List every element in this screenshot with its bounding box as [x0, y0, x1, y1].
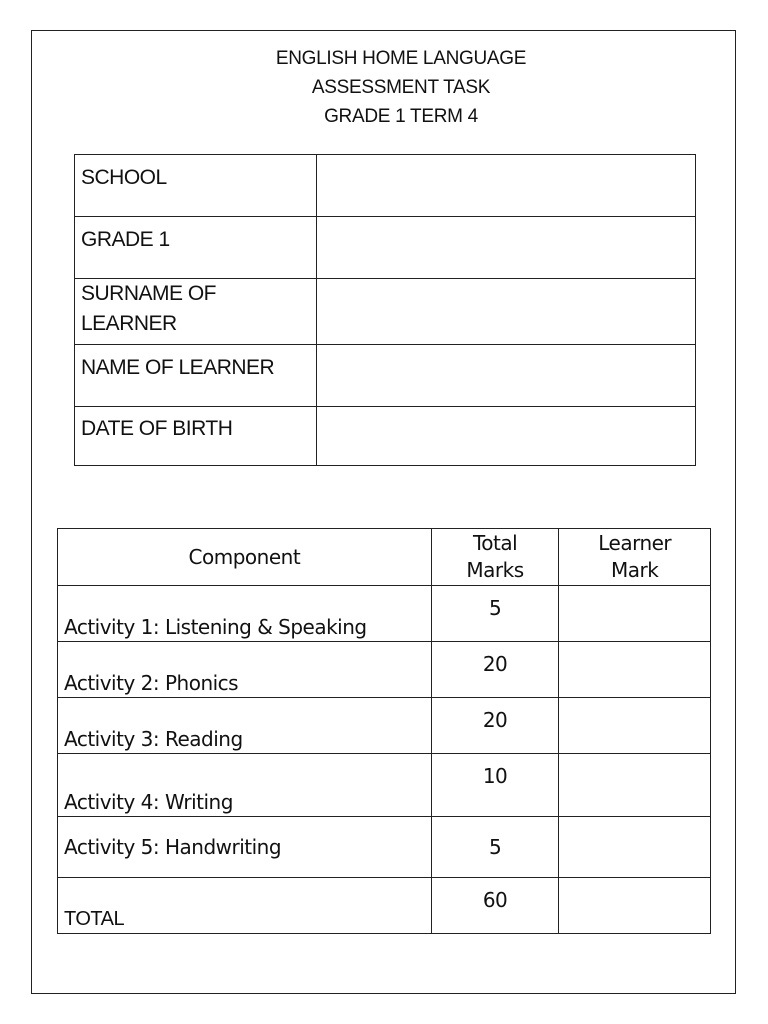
header-grade-term: GRADE 1 TERM 4 — [324, 106, 478, 127]
learner-mark-field[interactable] — [559, 754, 711, 817]
header-learner-line2: Mark — [611, 558, 659, 582]
info-label-school: SCHOOL — [75, 155, 317, 217]
table-row — [58, 698, 711, 754]
total-row — [58, 878, 711, 934]
info-row-school — [75, 155, 696, 217]
table-row — [58, 642, 711, 698]
learner-info-table — [74, 154, 696, 466]
total-label: TOTAL — [58, 878, 432, 934]
info-field-school[interactable] — [316, 155, 695, 217]
table-row — [58, 754, 711, 817]
info-label-surname-line1: SURNAME OF — [81, 282, 217, 305]
info-label-surname — [75, 279, 317, 345]
info-field-grade[interactable] — [316, 217, 695, 279]
header-total-marks — [431, 529, 559, 586]
marks-table — [57, 528, 711, 934]
learner-mark-field[interactable] — [559, 817, 711, 878]
learner-mark-field[interactable] — [559, 586, 711, 642]
info-row-grade — [75, 217, 696, 279]
header-total-line1: Total — [472, 531, 518, 555]
total-marks-value: 20 — [431, 642, 559, 698]
learner-mark-field[interactable] — [559, 642, 711, 698]
marks-header-row — [58, 529, 711, 586]
info-label-surname-line2: LEARNER — [81, 312, 177, 335]
total-marks-value: 5 — [431, 586, 559, 642]
total-marks-value: 20 — [431, 698, 559, 754]
info-label-dob: DATE OF BIRTH — [75, 407, 317, 466]
header-component: Component — [58, 529, 432, 586]
header-learner-line1: Learner — [598, 531, 672, 555]
info-row-surname — [75, 279, 696, 345]
total-marks-sum: 60 — [431, 878, 559, 934]
info-field-dob[interactable] — [316, 407, 695, 466]
document-header — [0, 44, 768, 131]
component-label: Activity 4: Writing — [58, 754, 432, 817]
total-marks-value: 5 — [431, 817, 559, 878]
header-learner-mark — [559, 529, 711, 586]
component-label: Activity 5: Handwriting — [58, 817, 432, 878]
header-subtitle: ASSESSMENT TASK — [311, 77, 491, 98]
info-field-name[interactable] — [316, 345, 695, 407]
header-title: ENGLISH HOME LANGUAGE — [275, 48, 527, 69]
info-label-grade: GRADE 1 — [75, 217, 317, 279]
header-total-line2: Marks — [466, 558, 524, 582]
info-row-dob — [75, 407, 696, 466]
learner-total-field[interactable] — [559, 878, 711, 934]
info-label-name: NAME OF LEARNER — [75, 345, 317, 407]
table-row — [58, 586, 711, 642]
table-row — [58, 817, 711, 878]
total-marks-value: 10 — [431, 754, 559, 817]
component-label: Activity 1: Listening & Speaking — [58, 586, 432, 642]
info-row-name — [75, 345, 696, 407]
component-label: Activity 3: Reading — [58, 698, 432, 754]
info-field-surname[interactable] — [316, 279, 695, 345]
learner-mark-field[interactable] — [559, 698, 711, 754]
component-label: Activity 2: Phonics — [58, 642, 432, 698]
